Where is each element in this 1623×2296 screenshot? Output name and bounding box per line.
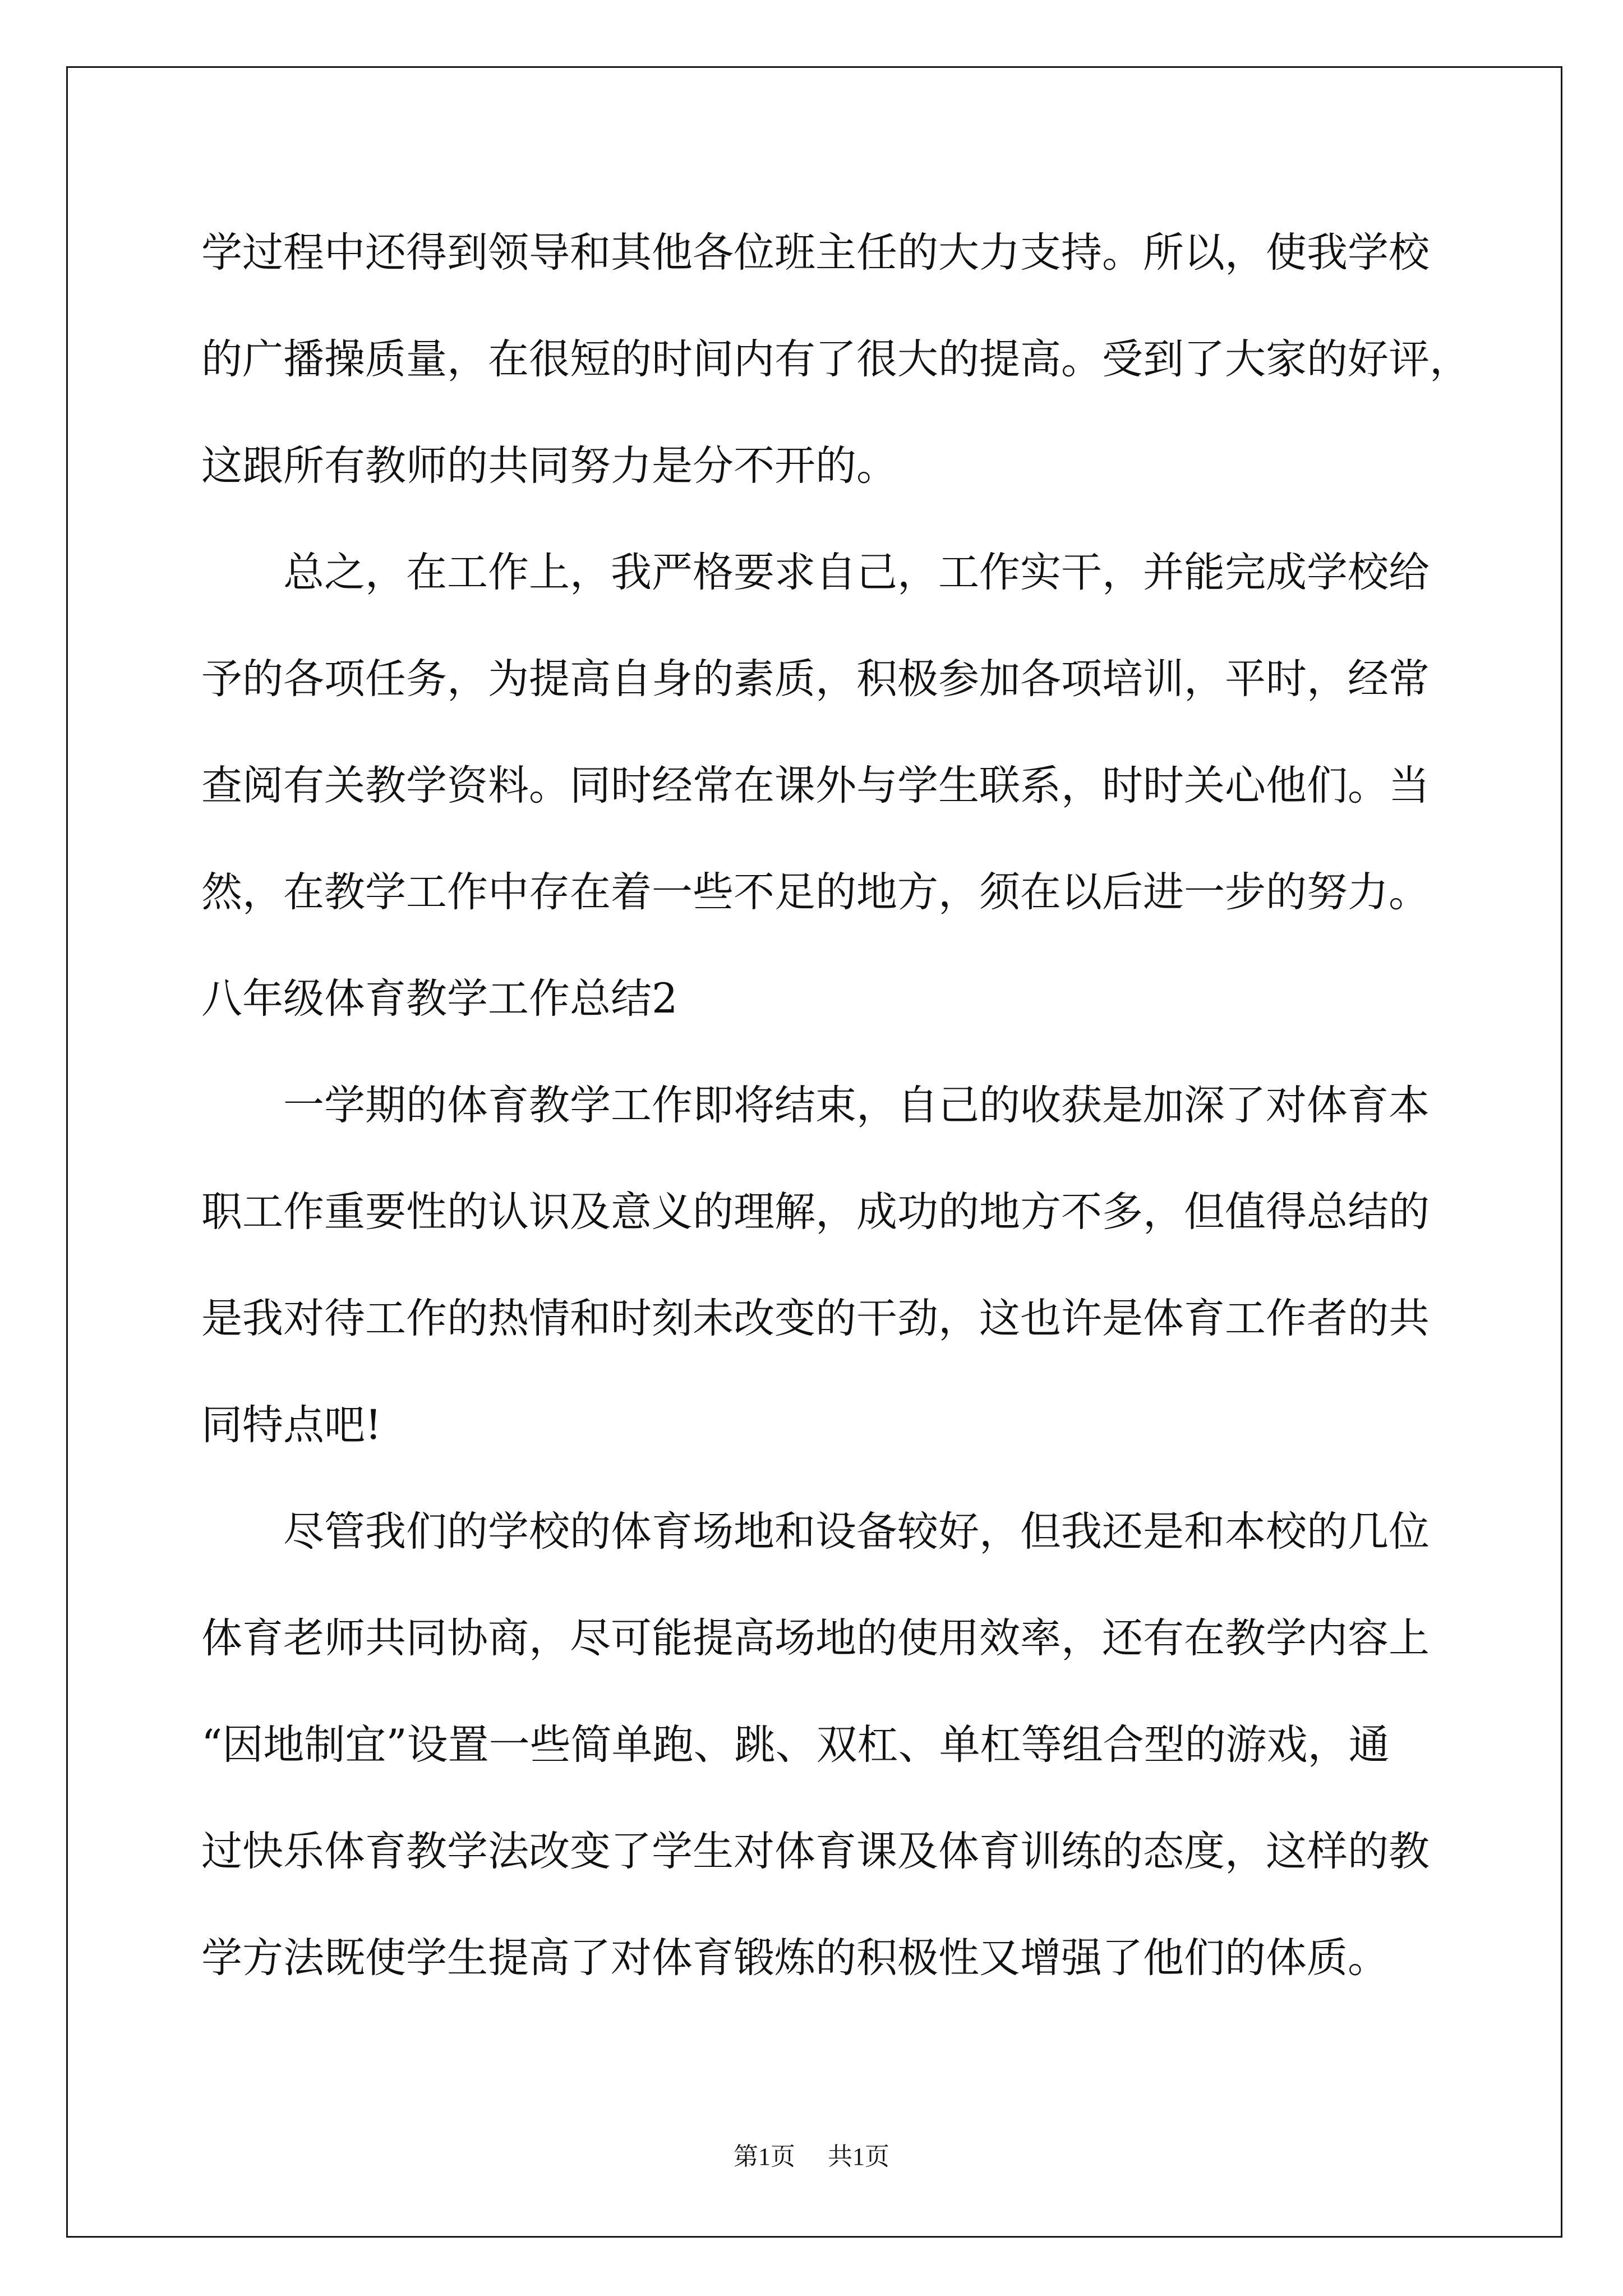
paragraph (201, 200, 1508, 519)
text-line: 学方法既使学生提高了对体育锻炼的积极性又增强了他们的体质。 (201, 1934, 1389, 1982)
text-line: 同特点吧! (201, 1401, 382, 1449)
text-line: 予的各项任务，为提高自身的素质，积极参加各项培训，平时，经常 (201, 655, 1430, 703)
text-line: “因地制宜”设置一些简单跑、跳、双杠、单杠等组合型的游戏，通 (201, 1721, 1390, 1769)
section-heading: 八年级体育教学工作总结2 (201, 975, 678, 1023)
text-line: 过快乐体育教学法改变了学生对体育课及体育训练的态度，这样的教 (201, 1828, 1430, 1875)
text-line: 然，在教学工作中存在着一些不足的地方，须在以后进一步的努力。 (201, 868, 1430, 916)
text-line: 尽管我们的学校的体育场地和设备较好，但我还是和本校的几位 (283, 1508, 1430, 1556)
paragraph (201, 1052, 1508, 1479)
document-body (201, 200, 1508, 2012)
text-line: 是我对待工作的热情和时刻未改变的干劲，这也许是体育工作者的共 (201, 1295, 1430, 1342)
paragraph (201, 519, 1508, 946)
text-line: 查阅有关教学资料。同时经常在课外与学生联系，时时关心他们。当 (201, 762, 1430, 809)
page-number: 第1页 (734, 2143, 795, 2170)
text-line: 一学期的体育教学工作即将结束，自己的收获是加深了对体育本 (283, 1082, 1430, 1129)
text-line: 职工作重要性的认识及意义的理解，成功的地方不多，但值得总结的 (201, 1188, 1430, 1236)
text-line: 总之，在工作上，我严格要求自己，工作实干，并能完成学校给 (283, 549, 1430, 596)
text-line: 的广播操质量，在很短的时间内有了很大的提高。受到了大家的好评， (201, 335, 1470, 383)
section-heading-block (201, 946, 1508, 1052)
page-footer (0, 2140, 1623, 2174)
paragraph (201, 1479, 1508, 2012)
text-line: 学过程中还得到领导和其他各位班主任的大力支持。所以，使我学校 (201, 229, 1430, 277)
text-line: 这跟所有教师的共同努力是分不开的。 (201, 442, 897, 490)
text-line: 体育老师共同协商，尽可能提高场地的使用效率，还有在教学内容上 (201, 1614, 1430, 1662)
page-total: 共1页 (828, 2143, 889, 2170)
